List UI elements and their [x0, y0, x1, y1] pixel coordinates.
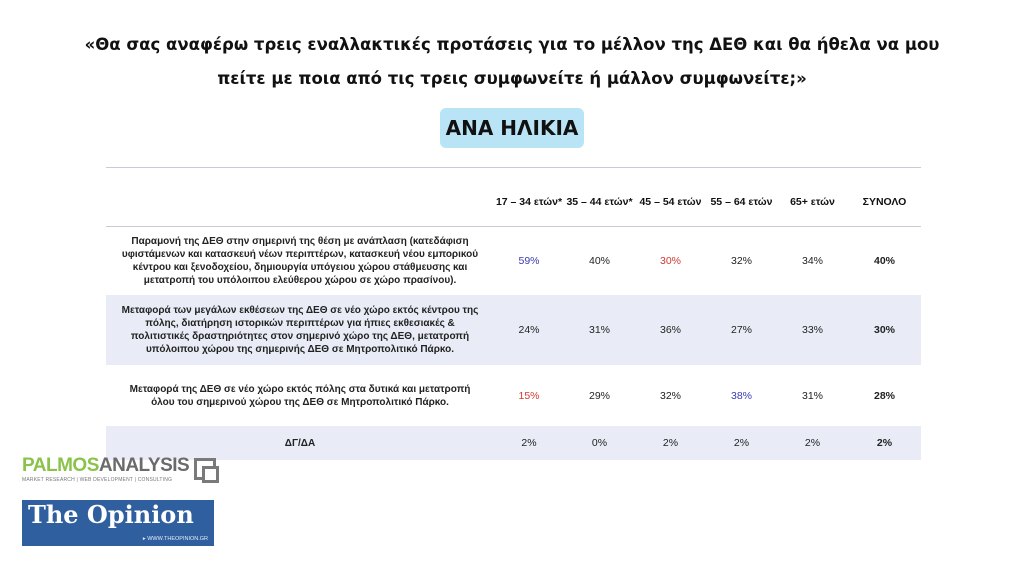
cell-value: 0% — [564, 426, 635, 460]
cell-value: 31% — [564, 295, 635, 365]
table-row — [106, 295, 921, 365]
cell-value: 38% — [730, 389, 752, 402]
palmos-analysis-logo — [22, 456, 214, 483]
palmos-wordmark — [22, 456, 214, 476]
palmos-square-icon-inner — [202, 466, 219, 483]
cell-value: 40% — [588, 255, 610, 267]
cell-value: 29% — [588, 389, 610, 402]
cell-value: 2% — [494, 426, 564, 460]
row-label: Μεταφορά της ΔΕΘ σε νέο χώρο εκτός πόλης στα δυτικά και μετατροπή όλου του σημερινού χώρου της ΔΕΘ σε Μητροπολιτικό Πάρκο. — [129, 383, 471, 408]
cell-total: 28% — [873, 389, 895, 402]
cell-total: 30% — [848, 295, 921, 365]
cell-value: 30% — [659, 255, 681, 267]
row-label: Παραμονή της ΔΕΘ στην σημερινή της θέση με ανάπλαση (κατεδάφιση υφιστάμενων και κατασκευή νέων περιπτέρων, κατασκευή νέου εμπορικού κέντρου και ξενοδοχείου, δημιουργία υπόγειου χώρου στάθμευσης και μετατροπή του υπόλοιπου ελεύθερου χώρου σε χώρο πρασίνου). — [121, 236, 479, 286]
cell-value: 32% — [659, 389, 681, 402]
analysis-word: ANALYSIS — [98, 455, 190, 476]
header-age-17-34: 17 – 34 ετών* — [495, 196, 563, 208]
palmos-word: PALMOS — [22, 455, 99, 476]
cell-total: 40% — [873, 255, 895, 267]
cell-value: 2% — [635, 426, 706, 460]
table-row — [106, 426, 921, 460]
header-age-65-plus: 65+ ετών — [790, 196, 835, 208]
cell-value: 31% — [801, 389, 823, 402]
cell-value: 2% — [706, 426, 777, 460]
cell-value: 27% — [706, 295, 777, 365]
opinion-title: The Opinion — [28, 500, 194, 529]
palmos-tagline: MARKET RESEARCH | WEB DEVELOPMENT | CONSULTING — [22, 477, 173, 483]
header-age-35-44: 35 – 44 ετών* — [566, 196, 633, 208]
row-label: Μεταφορά των μεγάλων εκθέσεων της ΔΕΘ σε νέο χώρο εκτός κέντρου της πόλης, διατήρηση ιστορικών περιπτέρων για ήπιες εκθεσιακές & πολιτιστικές δραστηριότητες στον σημερινό χώρο της ΔΕΘ, μετατροπή υπόλοιπου χώρου της σημερινής ΔΕΘ σε Μητροπολιτικό Πάρκο. — [106, 295, 494, 365]
cell-value: 24% — [494, 295, 564, 365]
cell-value: 34% — [801, 255, 823, 267]
header-total: ΣΥΝΟΛΟ — [862, 196, 907, 208]
cell-value: 36% — [635, 295, 706, 365]
survey-question — [60, 28, 964, 96]
cell-value: 32% — [730, 255, 752, 267]
opinion-url: ▸ WWW.THEOPINION.GR — [142, 536, 208, 542]
age-breakdown-badge: ΑΝΑ ΗΛΙΚΙΑ — [440, 108, 584, 148]
cell-value: 2% — [777, 426, 848, 460]
cell-value: 59% — [518, 255, 540, 267]
table-row — [106, 227, 921, 296]
cell-total: 2% — [848, 426, 921, 460]
question-line-1: «Θα σας αναφέρω τρεις εναλλακτικές προτάσεις για το μέλλον της ΔΕΘ και θα ήθελα να μου — [84, 35, 940, 54]
results-table — [106, 178, 921, 460]
question-line-2: πείτε με ποια από τις τρεις συμφωνείτε ή μάλλον συμφωνείτε;» — [217, 69, 807, 88]
cell-value: 15% — [518, 389, 540, 402]
cell-value: 33% — [777, 295, 848, 365]
table-row — [106, 365, 921, 426]
table-header-row — [106, 178, 921, 227]
row-label: ΔΓ/ΔΑ — [106, 426, 494, 460]
header-age-55-64: 55 – 64 ετών — [710, 196, 773, 208]
table-top-divider — [106, 167, 921, 168]
header-age-45-54: 45 – 54 ετών — [639, 196, 702, 208]
header-empty — [106, 178, 494, 227]
the-opinion-logo — [22, 500, 214, 546]
